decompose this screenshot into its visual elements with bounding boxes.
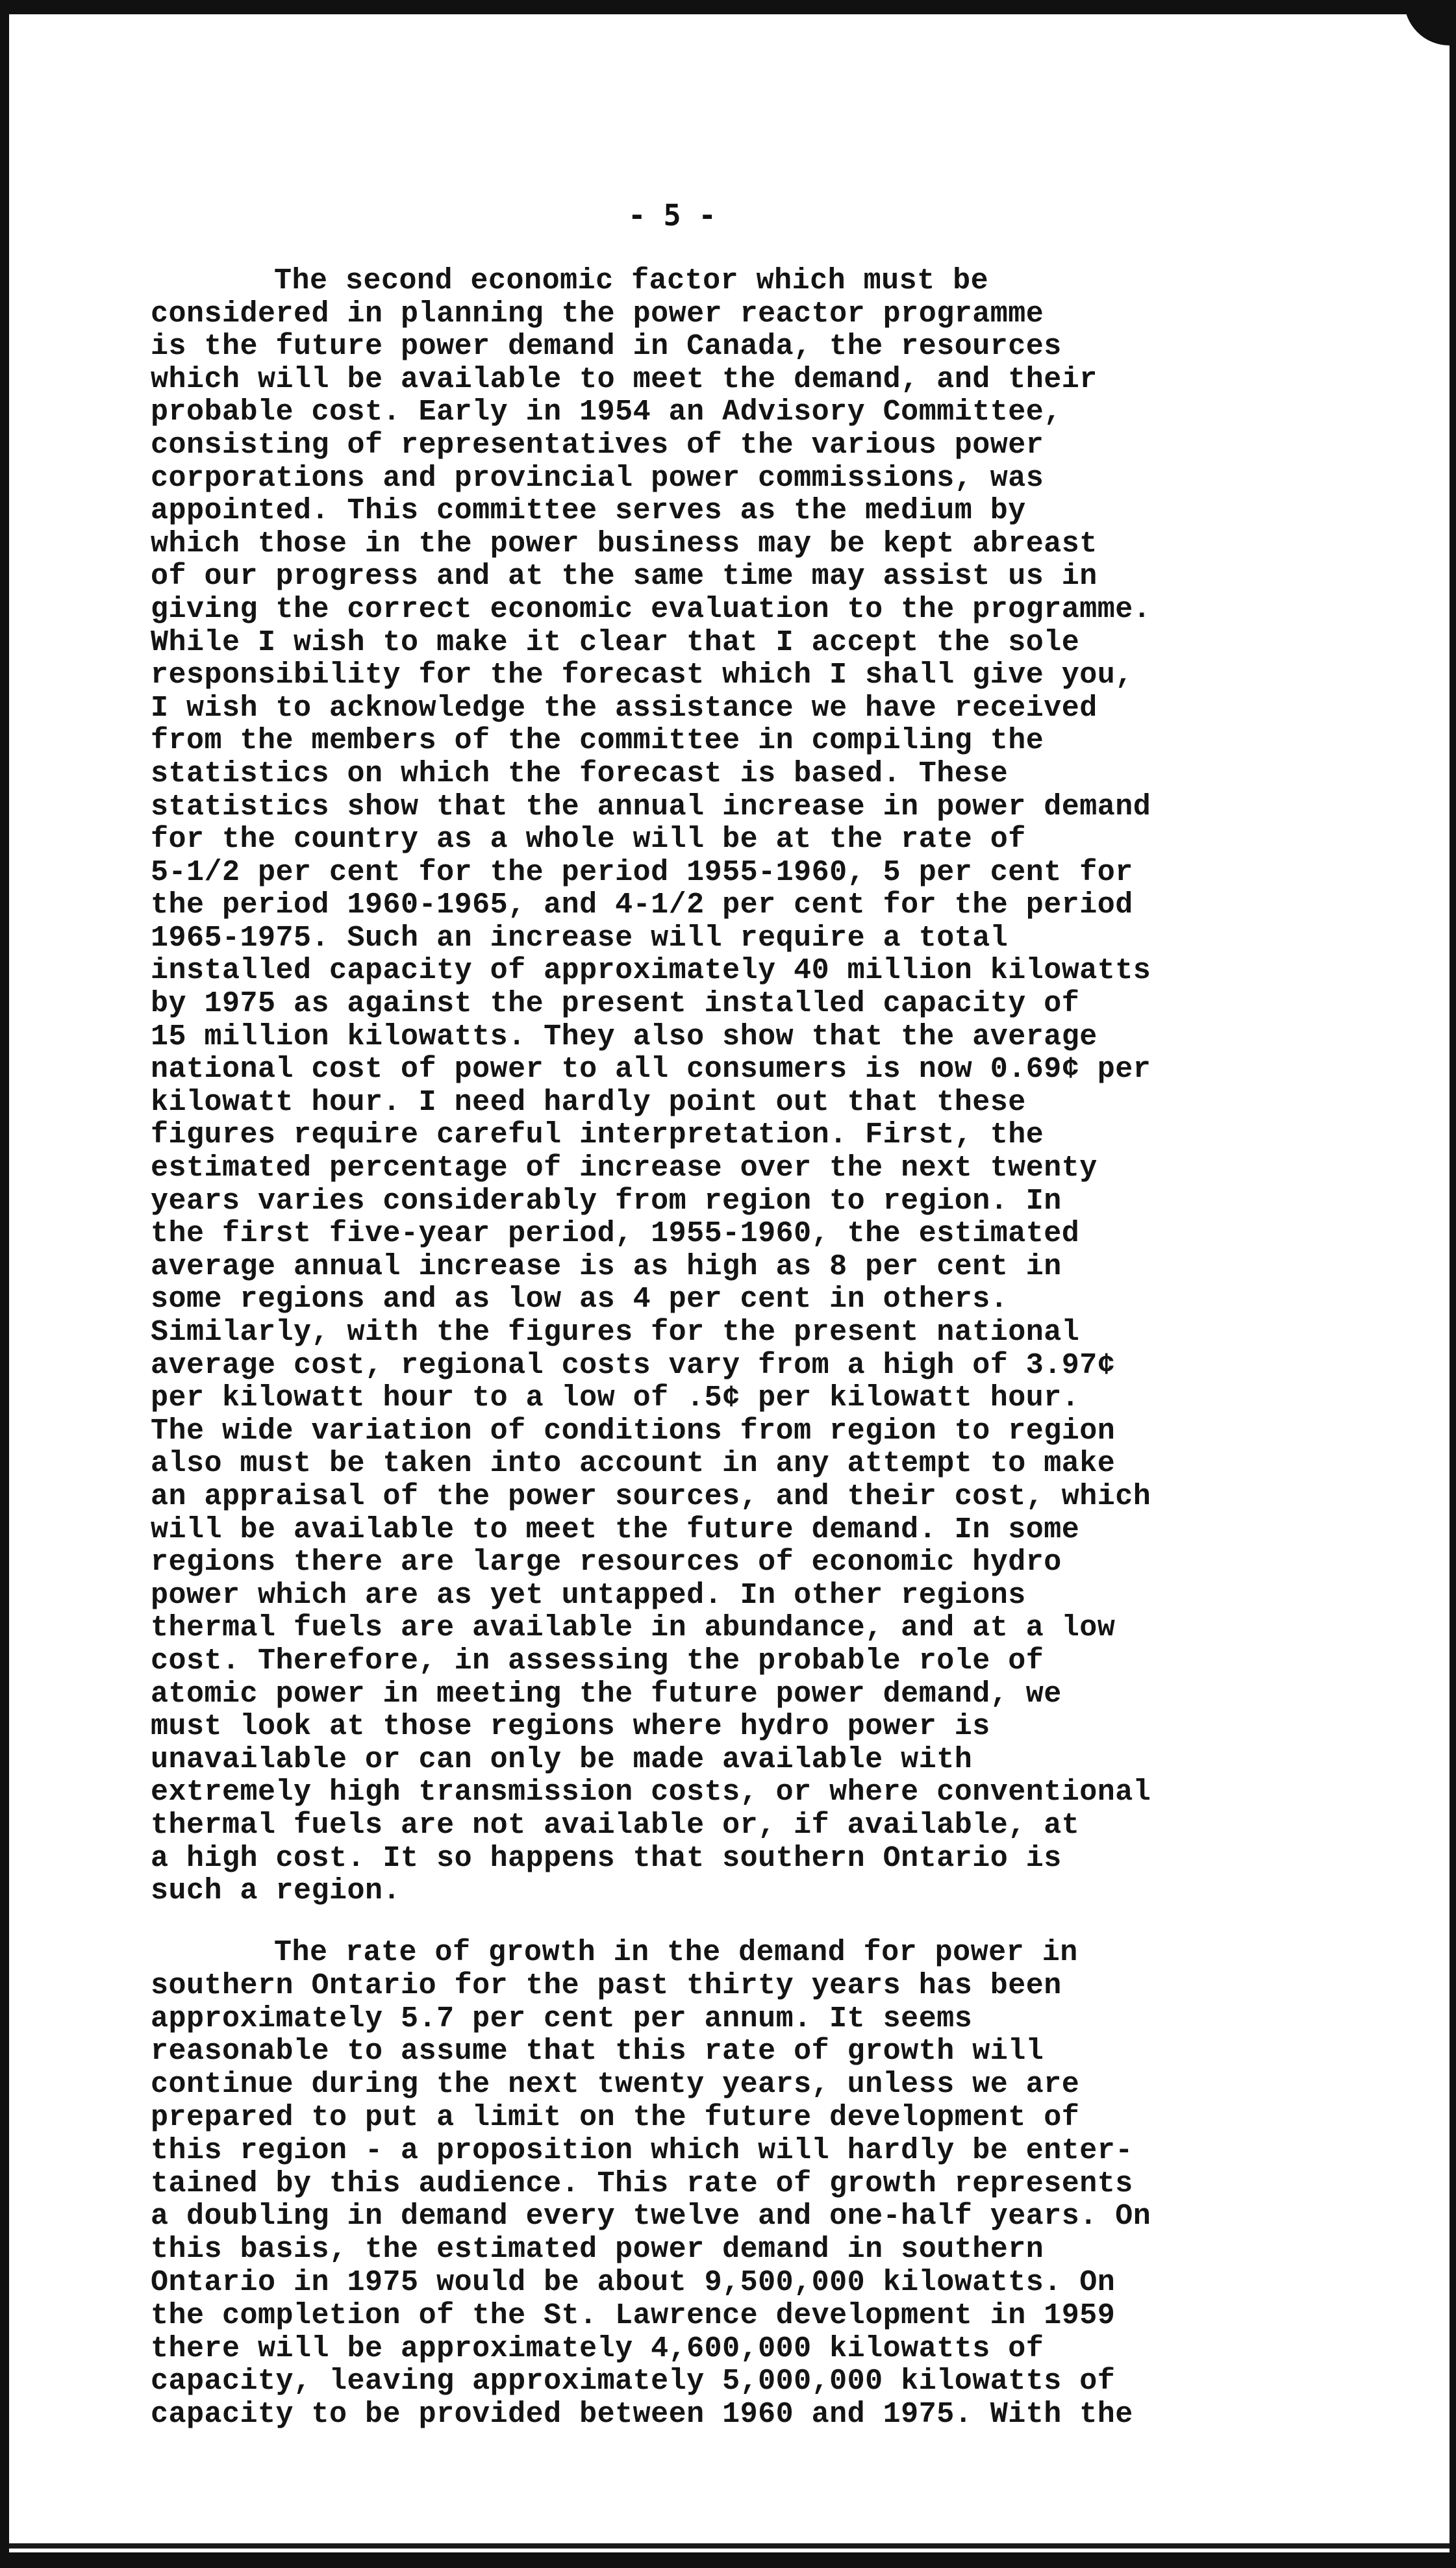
text-line: reasonable to assume that this rate of growth will — [151, 2035, 1044, 2069]
text-line: the first five-year period, 1955-1960, the estimated — [151, 1217, 1080, 1251]
text-line: this region - a proposition which will hardly be enter- — [151, 2134, 1133, 2167]
text-line: power which are as yet untapped. In other regions — [151, 1578, 1026, 1612]
text-line: responsibility for the forecast which I shall give you, — [151, 659, 1133, 692]
scan-border-bottom-inner — [9, 2543, 1450, 2549]
text-line: which those in the power business may be kept abreast — [151, 527, 1098, 560]
text-line: prepared to put a limit on the future development of — [151, 2100, 1080, 2134]
text-line: 15 million kilowatts. They also show that the average — [151, 1020, 1098, 1053]
paragraph-growth-rate — [151, 1937, 1320, 2432]
text-line: this basis, the estimated power demand in southern — [151, 2233, 1044, 2267]
page-number: - 5 - — [628, 198, 716, 233]
text-line: unavailable or can only be made available with — [151, 1743, 973, 1776]
text-line: The second economic factor which must be — [274, 264, 989, 297]
text-line: probable cost. Early in 1954 an Advisory Committee, — [151, 396, 1062, 429]
text-line: considered in planning the power reactor programme — [151, 297, 1044, 331]
text-line: Ontario in 1975 would be about 9,500,000 kilowatts. On — [151, 2265, 1116, 2299]
text-line: Similarly, with the figures for the present national — [151, 1316, 1080, 1349]
text-line: of our progress and at the same time may assist us in — [151, 560, 1098, 594]
text-line: approximately 5.7 per cent per annum. It seems — [151, 2002, 973, 2035]
text-line: an appraisal of the power sources, and their cost, which — [151, 1479, 1151, 1513]
text-line: years varies considerably from region to region. In — [151, 1184, 1062, 1218]
text-line: appointed. This committee serves as the medium by — [151, 494, 1026, 528]
text-line: which will be available to meet the demand, and their — [151, 362, 1098, 396]
text-line: capacity, leaving approximately 5,000,000 kilowatts of — [151, 2365, 1116, 2398]
text-line: tained by this audience. This rate of growth represents — [151, 2167, 1133, 2200]
text-line: by 1975 as against the present installed capacity of — [151, 987, 1080, 1021]
text-line: a doubling in demand every twelve and one-half years. On — [151, 2200, 1151, 2234]
text-line: The rate of growth in the demand for power in — [274, 1936, 1078, 1969]
text-line: some regions and as low as 4 per cent in others. — [151, 1283, 1009, 1316]
text-line: thermal fuels are available in abundance, and at a low — [151, 1611, 1116, 1645]
text-line: such a region. — [151, 1874, 401, 1908]
text-line: consisting of representatives of the various power — [151, 428, 1044, 462]
text-line: for the country as a whole will be at the rate of — [151, 823, 1026, 857]
text-line: continue during the next twenty years, unless we are — [151, 2068, 1080, 2102]
text-line: capacity to be provided between 1960 and 1975. With the — [151, 2398, 1133, 2432]
text-line: regions there are large resources of economic hydro — [151, 1546, 1062, 1580]
text-line: installed capacity of approximately 40 million kilowatts — [151, 954, 1151, 988]
text-line: per kilowatt hour to a low of .5¢ per kilowatt hour. — [151, 1381, 1080, 1415]
text-line: average annual increase is as high as 8 per cent in — [151, 1250, 1062, 1283]
text-line: estimated percentage of increase over the next twenty — [151, 1152, 1098, 1185]
text-line: will be available to meet the future demand. In some — [151, 1513, 1080, 1546]
text-line: 1965-1975. Such an increase will require a total — [151, 921, 1009, 955]
page-corner-curl — [1404, 0, 1456, 45]
text-line: 5-1/2 per cent for the period 1955-1960, 5 per cent for — [151, 855, 1133, 889]
text-line: average cost, regional costs vary from a high of 3.97¢ — [151, 1348, 1116, 1382]
text-line: corporations and provincial power commissions, was — [151, 461, 1044, 495]
text-line: southern Ontario for the past thirty years has been — [151, 1969, 1062, 2002]
text-line: there will be approximately 4,600,000 kilowatts of — [151, 2332, 1044, 2365]
text-line: national cost of power to all consumers is now 0.69¢ per — [151, 1053, 1151, 1087]
text-line: kilowatt hour. I need hardly point out that these — [151, 1085, 1026, 1119]
text-line: extremely high transmission costs, or where conventional — [151, 1776, 1151, 1809]
text-line: statistics on which the forecast is based. These — [151, 757, 1009, 790]
text-line: the period 1960-1965, and 4-1/2 per cent for the period — [151, 888, 1133, 922]
text-line: The wide variation of conditions from region to region — [151, 1414, 1116, 1448]
paragraph-economic-factor — [151, 265, 1320, 1908]
text-line: figures require careful interpretation. First, the — [151, 1118, 1044, 1152]
text-line: I wish to acknowledge the assistance we have received — [151, 691, 1098, 725]
text-line: is the future power demand in Canada, the resources — [151, 330, 1062, 364]
scan-border-top — [0, 0, 1456, 14]
text-line: statistics show that the annual increase in power demand — [151, 790, 1151, 824]
text-line: While I wish to make it clear that I accept the sole — [151, 625, 1080, 659]
scan-border-left — [0, 0, 9, 2568]
text-line: the completion of the St. Lawrence development in 1959 — [151, 2298, 1116, 2332]
text-line: giving the correct economic evaluation to the programme. — [151, 592, 1151, 626]
text-line: from the members of the committee in compiling the — [151, 724, 1044, 758]
text-line: cost. Therefore, in assessing the probable role of — [151, 1644, 1044, 1678]
text-line: thermal fuels are not available or, if available, at — [151, 1808, 1080, 1842]
text-line: atomic power in meeting the future power demand, we — [151, 1677, 1062, 1711]
text-line: also must be taken into account in any attempt to make — [151, 1447, 1116, 1481]
scan-border-right — [1450, 0, 1456, 2568]
text-line: a high cost. It so happens that southern Ontario is — [151, 1841, 1062, 1875]
scan-border-bottom — [0, 2552, 1456, 2568]
text-line: must look at those regions where hydro power is — [151, 1710, 990, 1744]
